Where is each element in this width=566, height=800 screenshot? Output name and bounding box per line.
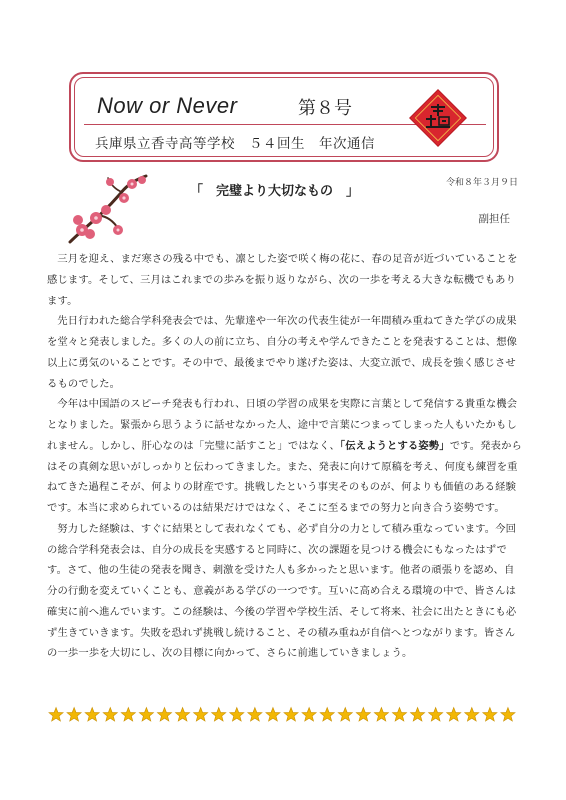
star-icon bbox=[266, 708, 280, 722]
issue-number: 第８号 bbox=[298, 98, 352, 119]
star-icon bbox=[447, 708, 461, 722]
star-icon bbox=[121, 708, 135, 722]
star-icon bbox=[501, 708, 515, 722]
star-icon bbox=[248, 708, 262, 722]
paragraph-1: 三月を迎え、まだ寒さの残る中でも、凛とした姿で咲く梅の花に、春の足音が近づいていることを感じます。そして、三月はこれまでの歩みを振り返りながら、次の一歩を考える大きな転機でもあります。 bbox=[47, 253, 518, 307]
star-icon bbox=[338, 708, 352, 722]
star-icon bbox=[284, 708, 298, 722]
star-icon bbox=[429, 708, 443, 722]
star-icon bbox=[85, 708, 99, 722]
lucky-seal-icon bbox=[404, 84, 472, 152]
paragraph-3-text-b: です。発表からはその真剣な思いがしっかりと伝わってきました。また、発表に向けて原稿を考え、何度も練習を重ねてきた過程こそが、何よりの財産です。挑戦したという事実そのものが、何よりも価値のある経験です。本当に求められているのは結果だけではなく、そこに至るまでの努力と向き合う姿勢です。 bbox=[47, 439, 523, 514]
star-icon bbox=[139, 708, 153, 722]
star-icon bbox=[392, 708, 406, 722]
star-row-icon bbox=[47, 706, 517, 724]
school-line: 兵庫県立香寺高等学校 ５４回生 年次通信 bbox=[95, 136, 375, 152]
star-icon bbox=[483, 708, 497, 722]
star-icon bbox=[356, 708, 370, 722]
paragraph-4: 努力した経験は、すぐに結果として表れなくても、必ず自分の力として積み重なっています。今回の総合学科発表会は、自分の成長を実感すると同時に、次の課題を見つける機会にもなったはずです。さて、他の生徒の発表を聞き、刺激を受けた人も多かったと思います。他者の頑張りを認め、自分の行動を変えていくことも、意義がある学びの一つです。互いに高め合える環境の中で、皆さんは確実に前へ進んでいます。この経験は、今後の学習や学校生活、そして将来、社会に出たときにも必ず生きていきます。失敗を恐れず挑戦し続けること、その積み重ねが自信へとつながります。皆さんの一歩一歩を大切にし、次の目標に向かって、さらに前進していきましょう。 bbox=[47, 522, 517, 660]
star-icon bbox=[212, 708, 226, 722]
plum-blossom-icon bbox=[60, 172, 152, 247]
paragraph-3-text-a: 今年は中国語のスピーチ発表も行われ、日頃の学習の成果を実際に言葉として発信する貴重な機会となりました。緊張から思うように話せなかった人、途中で言葉につまってしまった人もいたかもしれません。しかし、肝心なのは「完璧に話すこと」ではなく、 bbox=[47, 398, 518, 452]
newsletter-title: Now or Never bbox=[97, 93, 238, 118]
star-icon bbox=[175, 708, 189, 722]
star-icon bbox=[374, 708, 388, 722]
star-icon bbox=[302, 708, 316, 722]
issue-date: 令和８年３月９日 bbox=[445, 178, 518, 188]
paragraph-3-emphasis: 「伝えようとする姿勢」 bbox=[339, 439, 450, 452]
star-icon bbox=[410, 708, 424, 722]
star-icon bbox=[194, 708, 208, 722]
star-icon bbox=[465, 708, 479, 722]
article-author: 副担任 bbox=[478, 213, 510, 225]
article-body bbox=[47, 249, 523, 664]
article-title: 「 完璧より大切なもの 」 bbox=[190, 184, 360, 199]
star-icon bbox=[49, 708, 63, 722]
star-icon bbox=[230, 708, 244, 722]
star-icon bbox=[157, 708, 171, 722]
paragraph-3 bbox=[47, 394, 523, 519]
star-icon bbox=[320, 708, 334, 722]
star-icon bbox=[103, 708, 117, 722]
paragraph-2: 先日行われた総合学科発表会では、先輩達や一年次の代表生徒が一年間積み重ねてきた学びの成果を堂々と発表しました。多くの人の前に立ち、自分の考えや学んできたことを発表することは、想像以上に勇気のいることです。その中で、最後までやり遂げた姿は、大変立派で、成長を強く感じさせるものでした。 bbox=[47, 315, 518, 390]
star-icon bbox=[67, 708, 81, 722]
